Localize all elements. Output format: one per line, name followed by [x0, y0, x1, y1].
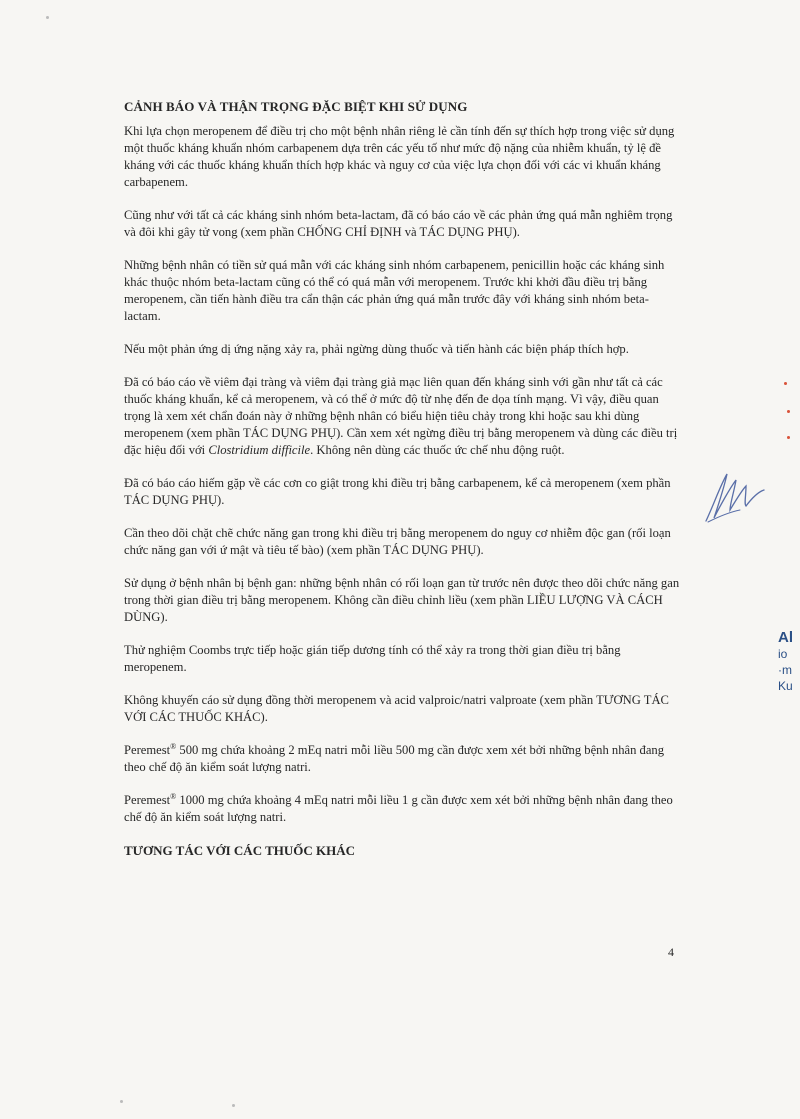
speck-1 [46, 16, 49, 19]
paragraph-5 [124, 374, 680, 459]
signature-icon [700, 466, 770, 526]
paragraph-1: Khi lựa chọn meropenem để điều trị cho một bệnh nhân riêng lẻ cần tính đến sự thích hợp trong việc sử dụng một thuốc kháng khuẩn nhóm carbapenem dựa trên các yếu tố như mức độ nặng của nhiễm khuẩn, tỷ lệ đề kháng với các thuốc kháng khuẩn thích hợp khác và nguy cơ của việc lựa chọn đối với các vi khuẩn kháng carbapenem. [124, 124, 675, 189]
peremest-500-text: 500 mg chứa khoảng 2 mEq natri mỗi liều 500 mg cần được xem xét bởi những bệnh nhân đang theo chế độ ăn kiểm soát lượng natri. [124, 743, 665, 774]
paragraph-5-text: Đã có báo cáo về viêm đại tràng và viêm đại tràng giả mạc liên quan đến kháng sinh với gần như tất cả các thuốc kháng khuẩn, kể cả meropenem, và có thể ở mức độ từ nhẹ đến đe dọa tính mạng. Vì vậy, điều quan trọng là xem xét chẩn đoán này ở những bệnh nhân có biểu hiện tiêu chảy trong khi hoặc sau khi dùng meropenem (xem phần TÁC DỤNG PHỤ). Cần xem xét ngừng điều trị bằng meropenem và dùng các điều trị đặc hiệu đối với [124, 375, 678, 457]
page-number: 4 [668, 945, 674, 959]
stamp-line-3: ·m [778, 663, 792, 677]
speck-2 [120, 1100, 123, 1103]
peremest-500-mark: ® [170, 741, 177, 751]
paragraph-3: Những bệnh nhân có tiền sử quá mẫn với các kháng sinh nhóm carbapenem, penicillin hoặc các kháng sinh khác thuộc nhóm beta-lactam cũng có thể có quá mẫn với meropenem. Trước khi khởi đầu điều trị bằng meropenem, cần tiến hành điều tra cẩn thận các phản ứng quá mẫn trước đây với kháng sinh nhóm beta-lactam. [124, 258, 665, 323]
paragraph-peremest-500 [124, 742, 680, 776]
margin-stamp-fragment [778, 630, 793, 694]
peremest-500-brand: Peremest [124, 743, 171, 757]
red-mark-1 [784, 382, 787, 385]
paragraph-9: Thử nghiệm Coombs trực tiếp hoặc gián tiếp dương tính có thể xảy ra trong thời gian điều trị bằng meropenem. [124, 643, 621, 674]
stamp-line-4: Ku [778, 679, 793, 693]
paragraph-8: Sử dụng ở bệnh nhân bị bệnh gan: những bệnh nhân có rối loạn gan từ trước nên được theo dõi chức năng gan trong thời gian điều trị bằng meropenem. Không cần điều chỉnh liều (xem phần LIỀU LƯỢNG VÀ CÁCH DÙNG). [124, 576, 680, 624]
peremest-1000-brand: Peremest [124, 793, 171, 807]
peremest-1000-mark: ® [170, 791, 177, 801]
speck-3 [232, 1104, 235, 1107]
paragraph-5-organism: Clostridium difficile [208, 443, 311, 457]
paragraph-2: Cũng như với tất cả các kháng sinh nhóm beta-lactam, đã có báo cáo về các phản ứng quá mẫn nghiêm trọng và đôi khi gây tử vong (xem phần CHỐNG CHỈ ĐỊNH và TÁC DỤNG PHỤ). [124, 208, 673, 239]
paragraph-10: Không khuyến cáo sử dụng đồng thời meropenem và acid valproic/natri valproate (xem phần TƯƠNG TÁC VỚI CÁC THUỐC KHÁC). [124, 693, 669, 724]
red-mark-2 [787, 410, 790, 413]
paragraph-6: Đã có báo cáo hiếm gặp về các cơn co giật trong khi điều trị bằng carbapenem, kể cả meropenem (xem phần TÁC DỤNG PHỤ). [124, 476, 671, 507]
paragraph-5-tail: . Không nên dùng các thuốc ức chế nhu động ruột. [310, 443, 565, 457]
stamp-line-2: io [778, 647, 788, 661]
paragraph-4: Nếu một phản ứng dị ứng nặng xảy ra, phải ngừng dùng thuốc và tiến hành các biện pháp thích hợp. [124, 342, 629, 356]
peremest-1000-text: 1000 mg chứa khoảng 4 mEq natri mỗi liều 1 g cần được xem xét bởi những bệnh nhân đang theo chế độ ăn kiểm soát lượng natri. [124, 793, 673, 824]
red-mark-3 [787, 436, 790, 439]
paragraph-peremest-1000 [124, 792, 680, 826]
section-heading-interactions: TƯƠNG TÁC VỚI CÁC THUỐC KHÁC [124, 843, 356, 858]
paragraph-7: Cần theo dõi chặt chẽ chức năng gan trong khi điều trị bằng meropenem do nguy cơ nhiễm độc gan (rối loạn chức năng gan với ứ mật và tiêu tế bào) (xem phần TÁC DỤNG PHỤ). [124, 526, 671, 557]
document-body [124, 98, 680, 859]
stamp-line-1: Al [778, 629, 793, 646]
section-heading-warnings: CẢNH BÁO VÀ THẬN TRỌNG ĐẶC BIỆT KHI SỬ DỤNG [124, 99, 468, 114]
